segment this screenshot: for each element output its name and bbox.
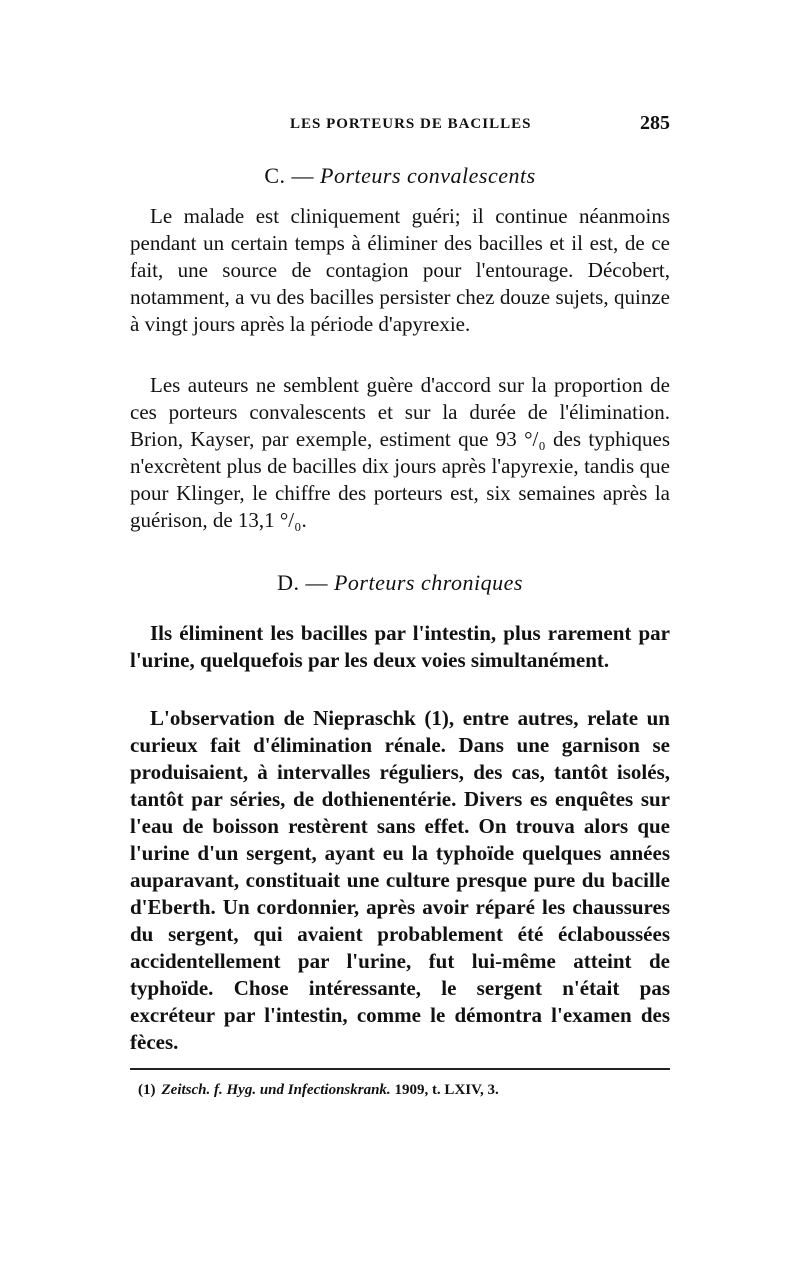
paragraph-chroniques-2: L'observation de Niepraschk (1), entre autres, relate un curieux fait d'élimination rénale. Dans une garnison se produisaient, à intervalles réguliers, des cas, tantôt isolés, tantôt par séries, de dothienentérie. Divers es enquêtes sur l'eau de boisson restèrent sans effet. On trouva alors que l'urine d'un sergent, ayant eu la typhoïde quelques années auparavant, constituait une culture presque pure du bacille d'Eberth. Un cordonnier, après avoir réparé les chaussures du sergent, qui avaient probablement été éclaboussées accidentellement par l'urine, fut lui-même atteint de typhoïde. Chose intéressante, le sergent n'était pas excréteur par l'intestin, comme le démontra l'examen des fèces. <box>130 706 670 1054</box>
section-title: Porteurs chroniques <box>333 570 523 595</box>
running-title: LES PORTEURS DE BACILLES <box>290 116 532 132</box>
section-heading-chroniques <box>0 570 800 596</box>
section-letter: D. <box>277 570 300 595</box>
footnote-divider <box>130 1068 670 1070</box>
footnote-journal: Zeitsch. f. Hyg. und Infectionskrank. <box>161 1082 391 1098</box>
running-head <box>130 108 670 138</box>
page-number: 285 <box>640 112 670 134</box>
footnote-marker: (1) <box>138 1082 156 1098</box>
section-heading-convalescents <box>0 163 800 189</box>
paragraph-convalescents-1: Le malade est cliniquement guéri; il continue néanmoins pendant un certain temps à éliminer des bacilles et il est, de ce fait, une source de contagion pour l'entourage. Décobert, notamment, a vu des bacilles persister chez douze sujets, quinze à vingt jours après la période d'apyrexie. <box>130 204 670 336</box>
section-letter: C. <box>264 163 286 188</box>
paragraph-chroniques-1: Ils éliminent les bacilles par l'intestin, plus rarement par l'urine, quelquefois par les deux voies simultanément. <box>130 621 670 672</box>
footnote-reference: 1909, t. LXIV, 3. <box>394 1082 499 1098</box>
section-dash: — <box>305 570 328 595</box>
footnote <box>138 1082 668 1099</box>
section-title: Porteurs convalescents <box>320 163 536 188</box>
paragraph-convalescents-2: Les auteurs ne semblent guère d'accord sur la proportion de ces porteurs convalescents et sur la durée de l'élimination. Brion, Kayser, par exemple, estiment que 93 °/₀ des typhiques n'excrètent plus de bacilles dix jours après l'apyrexie, tandis que pour Klinger, le chiffre des porteurs est, six semaines après la guérison, de 13,1 °/₀. <box>130 373 670 532</box>
section-dash: — <box>291 163 314 188</box>
